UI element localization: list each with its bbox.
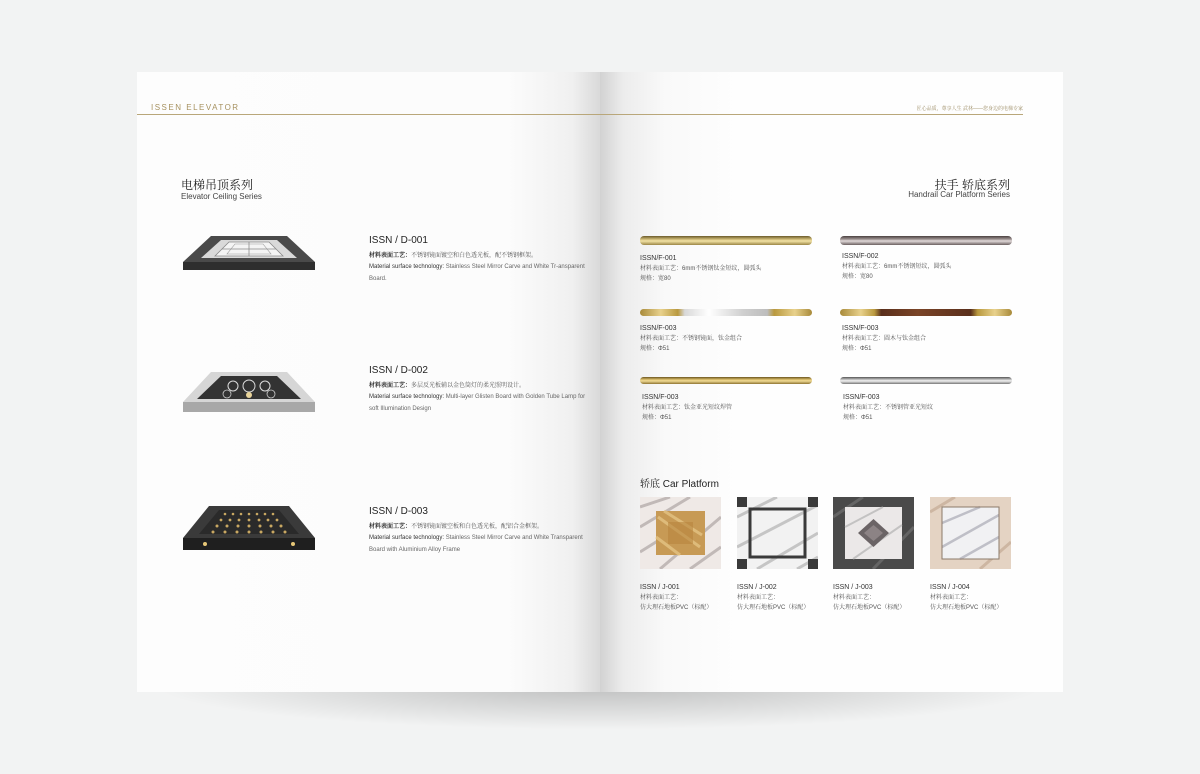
brand-name: ISSEN ELEVATOR	[151, 103, 240, 112]
en-label: Material surface technology:	[369, 394, 445, 400]
handrail-code: ISSN/F-003	[640, 325, 677, 332]
platform-material: 仿大理石地板PVC（标配）	[640, 605, 713, 611]
ceiling-panel-image	[181, 504, 317, 562]
ceiling-code: ISSN / D-001	[369, 235, 428, 246]
platform-code: ISSN / J-002	[737, 584, 777, 591]
handrail-bar-image	[640, 377, 812, 384]
handrail-code: ISSN/F-002	[842, 253, 879, 260]
handrail-spec: 规格：Φ51	[642, 415, 672, 421]
marble-tile-image	[833, 497, 914, 569]
handrail-spec: 规格：Φ51	[843, 415, 873, 421]
left-page	[137, 72, 600, 692]
en-label: Material surface technology:	[369, 535, 445, 541]
slogan: 匠心品质，尊享人生 武林——您身边的电梯专家	[916, 106, 1023, 112]
handrail-desc: 材料表面工艺：不锈钢镜面，钛金组合	[640, 336, 743, 342]
handrail-code: ISSN/F-001	[640, 255, 677, 262]
platform-material: 仿大理石地板PVC（标配）	[737, 605, 810, 611]
section-title-cn: 扶手 轿底系列	[934, 178, 1010, 192]
handrail-bar-image	[640, 309, 812, 316]
handrail-spec: 规格：宽80	[640, 276, 671, 282]
handrail-bar-image	[640, 236, 812, 245]
handrail-desc: 材料表面工艺：圆木与钛金组合	[842, 336, 927, 342]
handrail-spec: 规格：宽80	[842, 274, 873, 280]
en-desc: Multi-layer Glisten Board with Golden Tube Lamp for soft Illumination Design	[369, 394, 586, 412]
cn-desc: 不锈钢镜面镀空和白色透光板，配不锈钢框架。	[411, 253, 538, 259]
section-title-en: Elevator Ceiling Series	[181, 192, 262, 201]
platform-desc: 材料表面工艺：	[930, 595, 973, 601]
platform-desc: 材料表面工艺：	[640, 595, 683, 601]
handrail-desc: 材料表面工艺：钛金亚光短纹焊管	[642, 405, 733, 411]
platform-desc: 材料表面工艺：	[737, 595, 780, 601]
header-rule	[600, 114, 1023, 115]
platform-code: ISSN / J-001	[640, 584, 680, 591]
handrail-desc: 材料表面工艺：不锈钢管亚光短纹	[843, 405, 934, 411]
right-page	[600, 72, 1063, 692]
marble-tile-image	[737, 497, 818, 569]
marble-tile-image	[640, 497, 721, 569]
ceiling-code: ISSN / D-003	[369, 506, 428, 517]
platform-desc: 材料表面工艺：	[833, 595, 876, 601]
ceiling-code: ISSN / D-002	[369, 365, 428, 376]
cn-desc: 多层反光板辅以金色筒灯的柔光照明设计。	[411, 383, 526, 389]
handrail-code: ISSN/F-003	[642, 394, 679, 401]
cn-label: 材料表面工艺：	[369, 524, 412, 530]
section-title-cn: 电梯吊顶系列	[181, 178, 254, 192]
section-title-en: Handrail Car Platform Series	[908, 190, 1010, 199]
ceiling-panel-image	[181, 232, 317, 280]
platform-code: ISSN / J-003	[833, 584, 873, 591]
handrail-spec: 规格：Φ51	[842, 346, 872, 352]
handrail-code: ISSN/F-003	[843, 394, 880, 401]
handrail-spec: 规格：Φ51	[640, 346, 670, 352]
handrail-bar-image	[840, 236, 1012, 245]
handrail-desc: 材料表面工艺：6mm不锈钢短纹，圆弧头	[842, 264, 952, 270]
platform-code: ISSN / J-004	[930, 584, 970, 591]
header-rule	[137, 114, 600, 115]
cn-label: 材料表面工艺：	[369, 253, 412, 259]
en-desc: Stainless Steel Mirror Carve and White Tr-ansparent Board.	[369, 264, 585, 282]
marble-tile-image	[930, 497, 1011, 569]
platform-material: 仿大理石地板PVC（标配）	[833, 605, 906, 611]
handrail-code: ISSN/F-003	[842, 325, 879, 332]
en-label: Material surface technology:	[369, 264, 445, 270]
ceiling-panel-image	[181, 370, 317, 420]
en-desc: Stainless Steel Mirror Carve and White Transparent Board with Aluminium Alloy Frame	[369, 535, 583, 553]
handrail-bar-image	[840, 309, 1012, 316]
cn-desc: 不锈钢镜面镀空板和白色透光板，配铝合金框架。	[411, 524, 544, 530]
platform-material: 仿大理石地板PVC（标配）	[930, 605, 1003, 611]
handrail-bar-image	[840, 377, 1012, 384]
handrail-desc: 材料表面工艺：6mm不锈钢钛金短纹，圆弧头	[640, 266, 762, 272]
cn-label: 材料表面工艺：	[369, 383, 412, 389]
platform-heading: 轿底 Car Platform	[640, 479, 719, 490]
